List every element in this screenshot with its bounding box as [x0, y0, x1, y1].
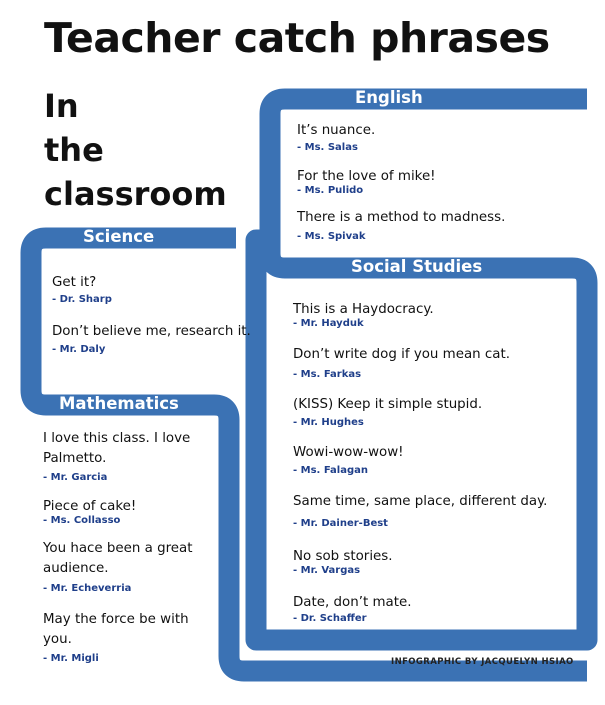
- quote-text-line: May the force be with: [43, 612, 189, 627]
- science-quote: [52, 273, 112, 306]
- mathematics-quote: [43, 497, 136, 527]
- quote-text: No sob stories.: [293, 549, 393, 564]
- subtitle-line-classroom: classroom: [44, 175, 227, 213]
- quote-teacher: - Mr. Echeverria: [43, 583, 132, 594]
- social-studies-quote: [293, 345, 510, 381]
- quote-teacher: - Mr. Dainer-Best: [293, 518, 388, 529]
- quote-teacher: - Mr. Hughes: [293, 417, 364, 428]
- mathematics-quote: [43, 610, 189, 665]
- subtitle-line-the: the: [44, 131, 104, 169]
- quote-text: This is a Haydocracy.: [293, 302, 434, 317]
- infographic-credit: INFOGRAPHIC BY JACQUELYN HSIAO: [391, 657, 574, 667]
- quote-teacher: - Mr. Migli: [43, 653, 99, 664]
- quote-teacher: - Ms. Spivak: [297, 231, 366, 242]
- quote-teacher: - Ms. Collasso: [43, 515, 121, 526]
- quote-text: Don’t write dog if you mean cat.: [293, 347, 510, 362]
- quote-text: (KISS) Keep it simple stupid.: [293, 397, 483, 412]
- science-heading: Science: [83, 227, 155, 246]
- quote-teacher: - Ms. Falagan: [293, 465, 369, 476]
- science-quote: [52, 322, 251, 356]
- quote-text-line: You hace been a great: [43, 541, 193, 556]
- social-studies-quote: [293, 300, 434, 330]
- quote-teacher: - Mr. Vargas: [293, 565, 361, 576]
- quote-teacher: - Mr. Garcia: [43, 472, 108, 483]
- quote-text: Wowi-wow-wow!: [293, 445, 404, 460]
- quote-text: Same time, same place, different day.: [293, 494, 548, 509]
- quote-text: Piece of cake!: [43, 499, 137, 514]
- mathematics-quote: [43, 539, 192, 595]
- social-studies-quote: [293, 492, 547, 530]
- english-quote: [297, 121, 375, 154]
- quote-teacher: - Dr. Schaffer: [293, 613, 367, 624]
- mathematics-heading: Mathematics: [59, 394, 179, 413]
- social-studies-quote: [293, 443, 404, 477]
- social-studies-quote: [293, 593, 411, 625]
- quote-teacher: - Ms. Farkas: [293, 369, 362, 380]
- english-quote: [297, 208, 505, 243]
- social-studies-quote: [293, 547, 393, 577]
- english-heading: English: [355, 88, 423, 107]
- quote-text-line: you.: [43, 632, 72, 647]
- quote-teacher: - Dr. Sharp: [52, 294, 112, 305]
- subtitle-line-in: In: [44, 87, 79, 125]
- social-studies-heading: Social Studies: [351, 257, 483, 276]
- quote-teacher: - Ms. Salas: [297, 142, 358, 153]
- quote-teacher: - Ms. Pulido: [297, 185, 364, 196]
- page-title: Teacher catch phrases: [44, 14, 550, 62]
- english-quote: [297, 167, 436, 197]
- quote-text-line: Palmetto.: [43, 451, 107, 466]
- quote-text-line: audience.: [43, 561, 109, 576]
- quote-text: Date, don’t mate.: [293, 595, 412, 610]
- quote-text: Get it?: [52, 275, 97, 290]
- quote-teacher: - Mr. Hayduk: [293, 318, 364, 329]
- quote-text: There is a method to madness.: [297, 210, 506, 225]
- quote-text: Don’t believe me, research it.: [52, 324, 251, 339]
- mathematics-quote: [43, 429, 190, 484]
- quote-text: It’s nuance.: [297, 123, 376, 138]
- social-studies-quote: [293, 395, 482, 429]
- quote-text: For the love of mike!: [297, 169, 436, 184]
- quote-text-line: I love this class. I love: [43, 431, 191, 446]
- quote-teacher: - Mr. Daly: [52, 344, 106, 355]
